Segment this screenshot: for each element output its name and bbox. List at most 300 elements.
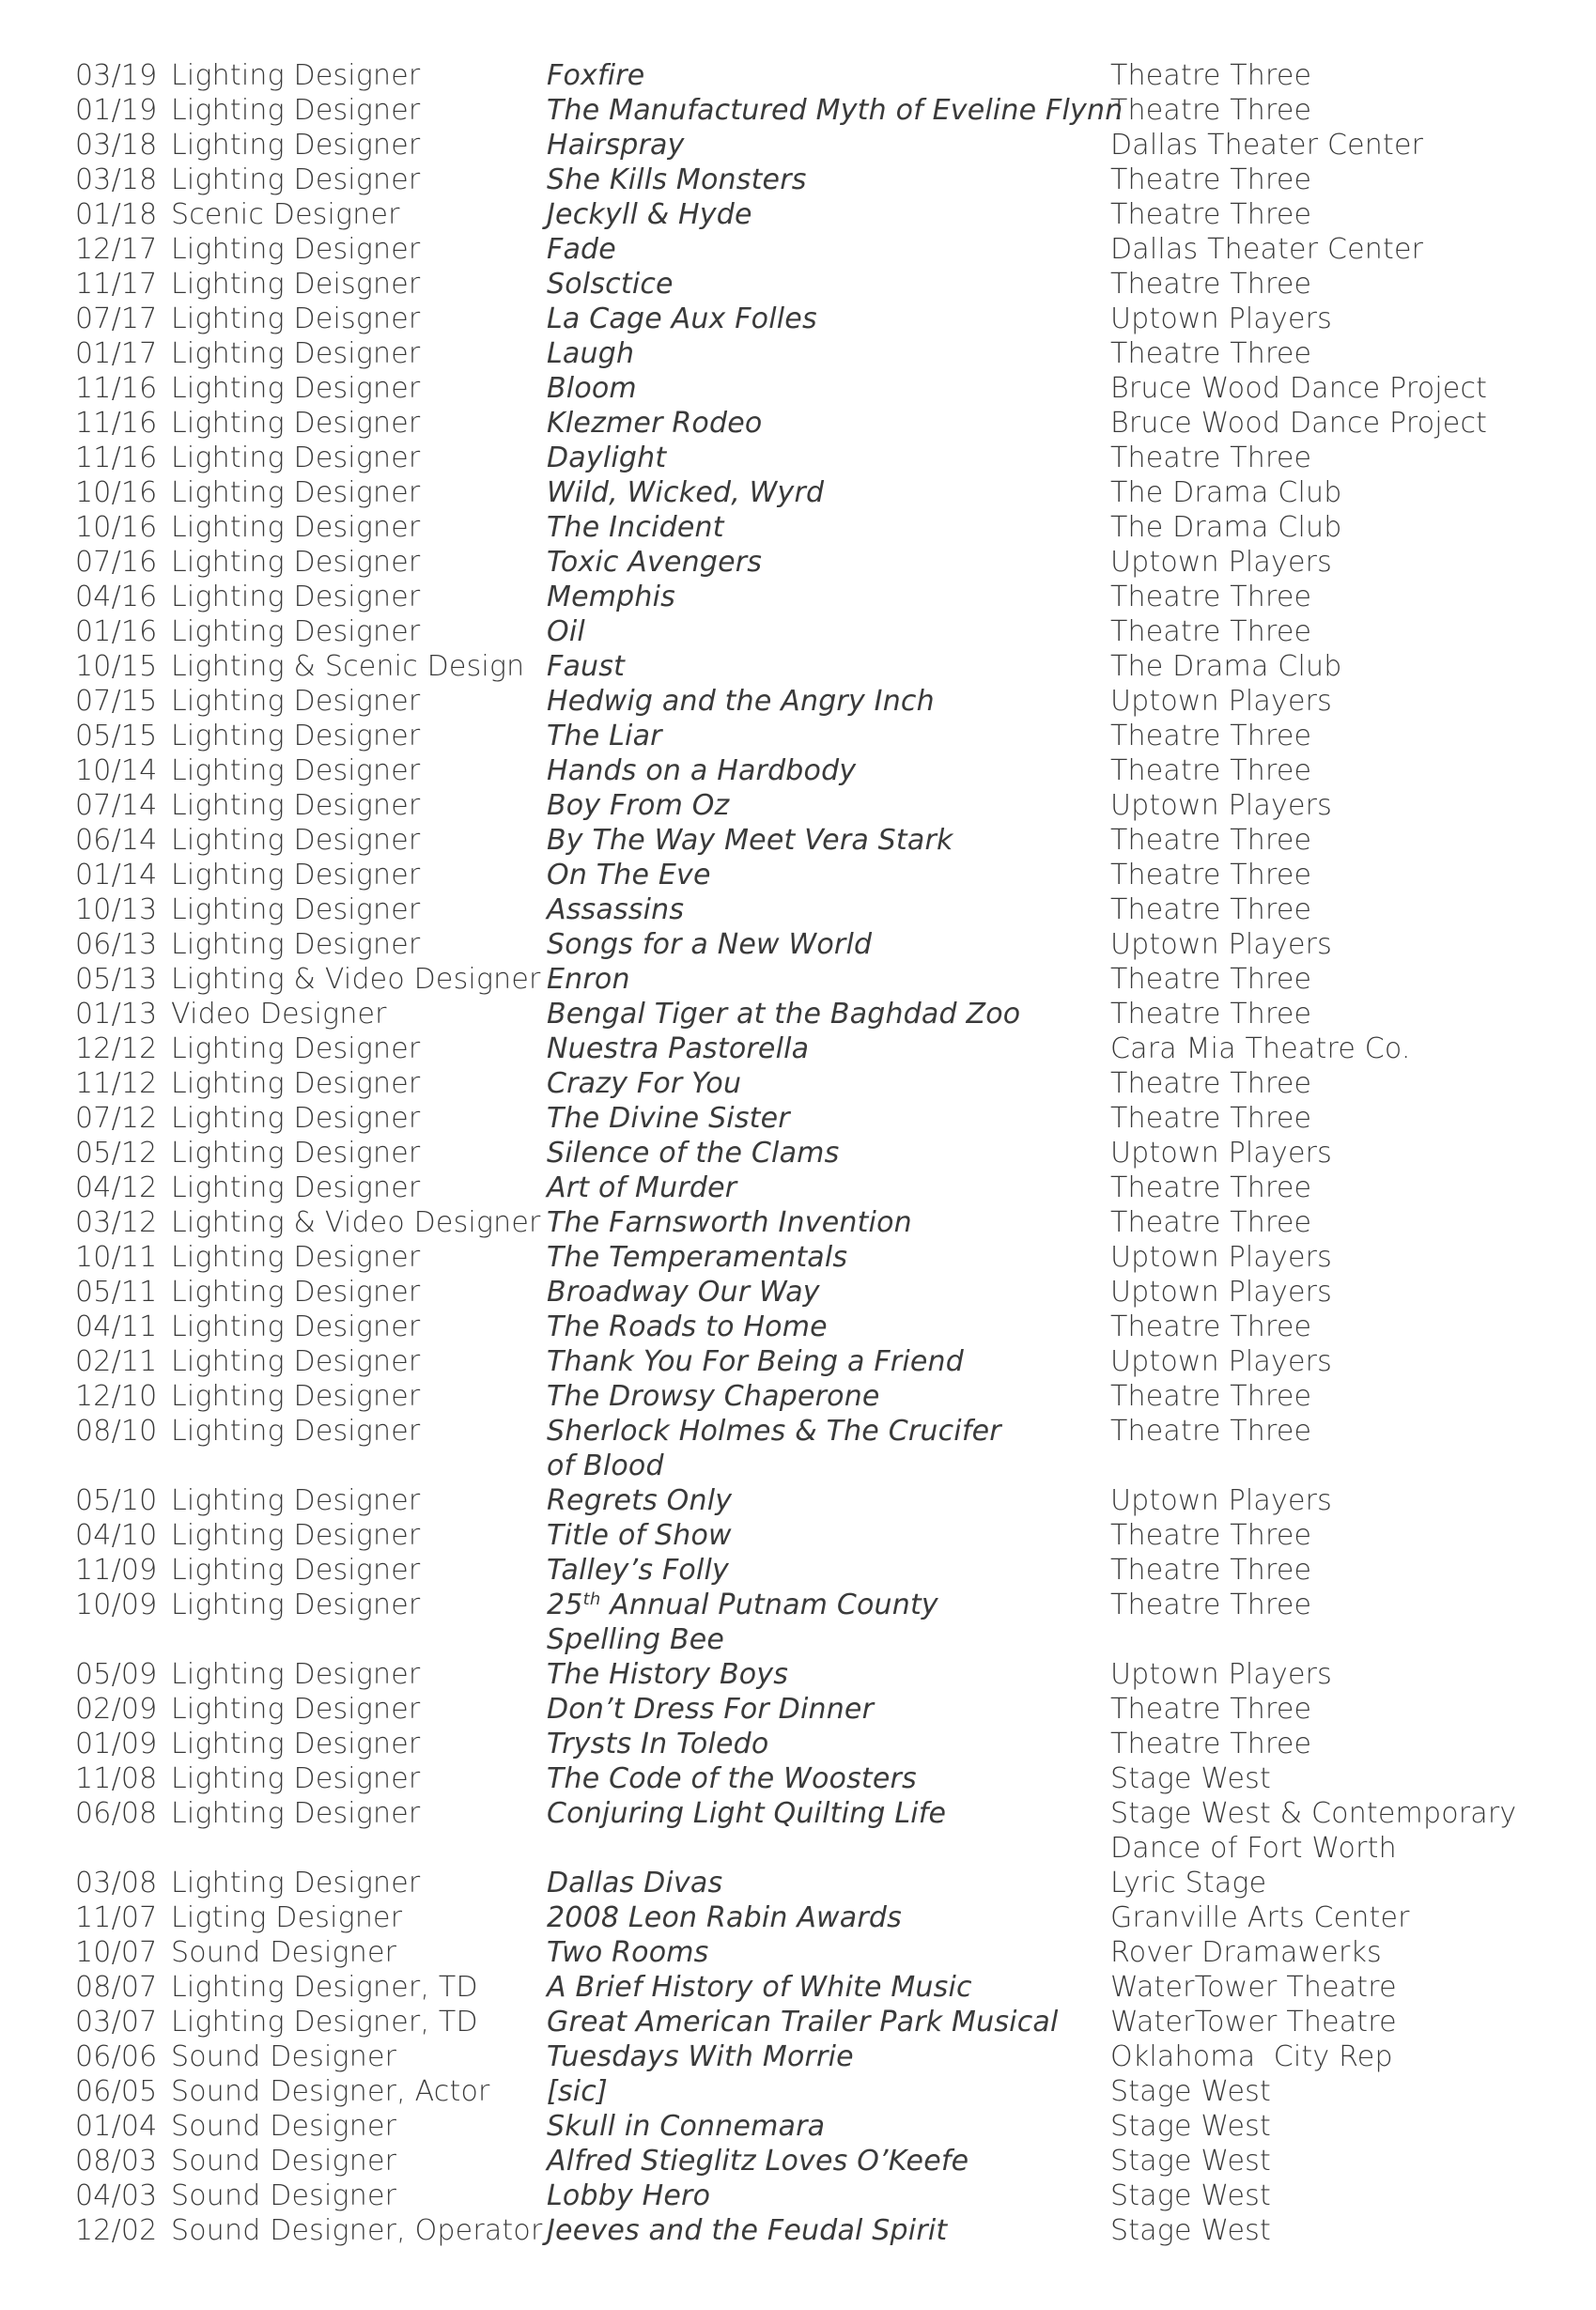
entry-company bbox=[1110, 2109, 1541, 2144]
production-entry bbox=[75, 441, 1541, 475]
production-entry bbox=[75, 1518, 1541, 1553]
production-entry bbox=[75, 545, 1541, 580]
entry-date: 10/13 bbox=[75, 893, 158, 926]
production-title-text: Annual Putnam County bbox=[600, 1589, 938, 1621]
company-line: The Drama Club bbox=[1110, 650, 1342, 683]
entry-role: Lighting Designer bbox=[171, 581, 421, 613]
entry-role: Lighting Designer bbox=[171, 720, 421, 752]
production-entry bbox=[75, 2039, 1541, 2074]
production-entry bbox=[75, 1344, 1541, 1379]
entry-production-title bbox=[547, 1205, 1110, 1240]
entry-production-title bbox=[547, 649, 1110, 684]
entry-date: 08/10 bbox=[75, 1415, 158, 1448]
production-title-line: [sic] bbox=[547, 2075, 608, 2108]
production-entry bbox=[75, 232, 1541, 267]
entry-company bbox=[1110, 892, 1541, 927]
production-title-line: Fade bbox=[547, 233, 616, 266]
entry-company bbox=[1110, 1379, 1541, 1414]
production-title-line: Bengal Tiger at the Baghdad Zoo bbox=[547, 998, 1021, 1031]
entry-role: Lighting Designer bbox=[171, 1067, 421, 1100]
company-line: The Drama Club bbox=[1110, 511, 1342, 544]
entry-date: 01/13 bbox=[75, 998, 158, 1031]
company-line: Theatre Three bbox=[1110, 581, 1312, 613]
company-line: Theatre Three bbox=[1110, 1728, 1312, 1760]
entry-company bbox=[1110, 1414, 1541, 1449]
entry-date: 04/16 bbox=[75, 581, 158, 613]
production-entry bbox=[75, 1970, 1541, 2005]
production-entry bbox=[75, 1900, 1541, 1935]
production-title-line: Toxic Avengers bbox=[547, 546, 763, 579]
production-title-line: The Incident bbox=[547, 511, 724, 544]
entry-role: Lighting Designer bbox=[171, 1554, 421, 1587]
entry-production-title bbox=[547, 163, 1110, 197]
entry-role: Lighting Designer bbox=[171, 1171, 421, 1204]
production-title-line: The Drowsy Chaperone bbox=[547, 1380, 880, 1413]
entry-company bbox=[1110, 580, 1541, 614]
company-line: Dallas Theater Center bbox=[1110, 233, 1424, 266]
entry-production-title bbox=[547, 510, 1110, 545]
entry-production-title bbox=[547, 1136, 1110, 1171]
company-line: Uptown Players bbox=[1110, 1658, 1332, 1691]
entry-company bbox=[1110, 788, 1541, 823]
production-title-line: Jeckyll & Hyde bbox=[547, 198, 752, 231]
production-entry bbox=[75, 858, 1541, 892]
entry-date: 07/16 bbox=[75, 546, 158, 579]
company-line: Theatre Three bbox=[1110, 198, 1312, 231]
entry-role: Lighting Designer bbox=[171, 1484, 421, 1517]
production-entry bbox=[75, 336, 1541, 371]
entry-company bbox=[1110, 441, 1541, 475]
production-title-line: Alfred Stieglitz Loves O’Keefe bbox=[547, 2145, 969, 2178]
entry-production-title bbox=[547, 1588, 1110, 1657]
entry-date: 08/07 bbox=[75, 1971, 158, 2004]
production-entry bbox=[75, 1553, 1541, 1588]
entry-production-title bbox=[547, 1866, 1110, 1900]
entry-date: 03/19 bbox=[75, 59, 158, 92]
entry-production-title bbox=[547, 267, 1110, 302]
entry-company bbox=[1110, 649, 1541, 684]
entry-company bbox=[1110, 406, 1541, 441]
entry-production-title bbox=[547, 1657, 1110, 1692]
entry-production-title bbox=[547, 858, 1110, 892]
entry-production-title bbox=[547, 1066, 1110, 1101]
entry-date: 05/11 bbox=[75, 1276, 158, 1309]
entry-company bbox=[1110, 1588, 1541, 1622]
company-line: Theatre Three bbox=[1110, 998, 1312, 1031]
entry-date: 07/15 bbox=[75, 685, 158, 718]
company-line: Uptown Players bbox=[1110, 1345, 1332, 1378]
entry-role: Sound Designer, Actor bbox=[171, 2075, 490, 2108]
production-title-line: Skull in Connemara bbox=[547, 2110, 826, 2143]
entry-date: 01/19 bbox=[75, 94, 158, 127]
company-line: Stage West bbox=[1110, 2145, 1271, 2178]
production-title-line: Faust bbox=[547, 650, 626, 683]
company-line: Theatre Three bbox=[1110, 94, 1312, 127]
entry-role: Lighting Designer bbox=[171, 1693, 421, 1726]
production-title-line: Dallas Divas bbox=[547, 1867, 723, 1899]
entry-production-title bbox=[547, 1310, 1110, 1344]
entry-production-title bbox=[547, 2074, 1110, 2109]
company-line: Dallas Theater Center bbox=[1110, 129, 1424, 162]
entry-company bbox=[1110, 475, 1541, 510]
entry-role: Lighting Designer bbox=[171, 163, 421, 196]
entry-company bbox=[1110, 128, 1541, 163]
entry-role: Sound Designer bbox=[171, 2145, 397, 2178]
entry-company bbox=[1110, 1171, 1541, 1205]
entry-date: 10/14 bbox=[75, 754, 158, 787]
entry-production-title bbox=[547, 1761, 1110, 1796]
entry-date: 10/16 bbox=[75, 476, 158, 509]
entry-company bbox=[1110, 1657, 1541, 1692]
production-title-line: Trysts In Toledo bbox=[547, 1728, 769, 1760]
entry-production-title bbox=[547, 2005, 1110, 2039]
company-line: Theatre Three bbox=[1110, 163, 1312, 196]
entry-date: 11/09 bbox=[75, 1554, 158, 1587]
production-entry bbox=[75, 1031, 1541, 1066]
production-entry bbox=[75, 475, 1541, 510]
entry-role: Lighting Designer bbox=[171, 1241, 421, 1274]
entry-company bbox=[1110, 163, 1541, 197]
entry-company bbox=[1110, 1101, 1541, 1136]
production-entry bbox=[75, 997, 1541, 1031]
entry-date: 01/16 bbox=[75, 615, 158, 648]
production-entry bbox=[75, 58, 1541, 93]
entry-company bbox=[1110, 336, 1541, 371]
entry-role: Lighting Designer bbox=[171, 859, 421, 891]
entry-role: Lighting Designer bbox=[171, 789, 421, 822]
entry-date: 06/08 bbox=[75, 1797, 158, 1830]
company-line: Stage West bbox=[1110, 2110, 1271, 2143]
entry-company bbox=[1110, 93, 1541, 128]
production-title-line: of Blood bbox=[547, 1450, 664, 1482]
entry-production-title bbox=[547, 128, 1110, 163]
production-entry bbox=[75, 2005, 1541, 2039]
entry-production-title bbox=[547, 1101, 1110, 1136]
company-line: Granville Arts Center bbox=[1110, 1901, 1410, 1934]
production-title-line: Hairspray bbox=[547, 129, 685, 162]
entry-date: 05/10 bbox=[75, 1484, 158, 1517]
entry-production-title bbox=[547, 336, 1110, 371]
entry-role: Lighting Designer bbox=[171, 1797, 421, 1830]
production-title-line: Wild, Wicked, Wyrd bbox=[547, 476, 825, 509]
entry-production-title bbox=[547, 1379, 1110, 1414]
entry-date: 01/17 bbox=[75, 337, 158, 370]
entry-production-title bbox=[547, 1796, 1110, 1831]
entry-role: Lighting Designer bbox=[171, 129, 421, 162]
entry-date: 03/18 bbox=[75, 163, 158, 196]
entry-company bbox=[1110, 1935, 1541, 1970]
production-entry bbox=[75, 614, 1541, 649]
company-line: Theatre Three bbox=[1110, 59, 1312, 92]
entry-role: Lighting Designer bbox=[171, 407, 421, 440]
entry-company bbox=[1110, 823, 1541, 858]
production-entry bbox=[75, 927, 1541, 962]
entry-production-title bbox=[547, 1240, 1110, 1275]
entry-date: 04/10 bbox=[75, 1519, 158, 1552]
production-entry bbox=[75, 302, 1541, 336]
production-title-line: The Farnsworth Invention bbox=[547, 1206, 912, 1239]
production-title-line: The History Boys bbox=[547, 1658, 789, 1691]
production-entry bbox=[75, 1275, 1541, 1310]
company-line: Theatre Three bbox=[1110, 1206, 1312, 1239]
entry-role: Lighting Designer bbox=[171, 372, 421, 405]
company-line: Theatre Three bbox=[1110, 1102, 1312, 1135]
entry-production-title bbox=[547, 2039, 1110, 2074]
entry-company bbox=[1110, 2144, 1541, 2178]
production-title-line: Art of Murder bbox=[547, 1171, 737, 1204]
production-title-line: Don’t Dress For Dinner bbox=[547, 1693, 875, 1726]
entry-production-title bbox=[547, 475, 1110, 510]
entry-company bbox=[1110, 997, 1541, 1031]
entry-date: 04/12 bbox=[75, 1171, 158, 1204]
production-entry bbox=[75, 962, 1541, 997]
production-entry bbox=[75, 1692, 1541, 1727]
entry-role: Ligting Designer bbox=[171, 1901, 403, 1934]
entry-date: 10/09 bbox=[75, 1589, 158, 1621]
entry-company bbox=[1110, 2074, 1541, 2109]
entry-company bbox=[1110, 753, 1541, 788]
entry-company bbox=[1110, 1727, 1541, 1761]
entry-production-title bbox=[547, 823, 1110, 858]
production-entry bbox=[75, 1483, 1541, 1518]
company-line: Theatre Three bbox=[1110, 615, 1312, 648]
production-title-line: Solsctice bbox=[547, 268, 674, 301]
production-entry bbox=[75, 1310, 1541, 1344]
production-entry bbox=[75, 823, 1541, 858]
entry-role: Sound Designer bbox=[171, 2179, 397, 2212]
company-line: Theatre Three bbox=[1110, 859, 1312, 891]
entry-role: Lighting Deisgner bbox=[171, 268, 421, 301]
company-line: Theatre Three bbox=[1110, 1380, 1312, 1413]
entry-company bbox=[1110, 510, 1541, 545]
entry-company bbox=[1110, 58, 1541, 93]
entry-company bbox=[1110, 1310, 1541, 1344]
entry-role: Lighting Designer bbox=[171, 442, 421, 474]
company-line: Theatre Three bbox=[1110, 893, 1312, 926]
entry-company bbox=[1110, 1066, 1541, 1101]
entry-role: Lighting Designer, TD bbox=[171, 2006, 478, 2039]
entry-role: Lighting Designer bbox=[171, 233, 421, 266]
entry-role: Sound Designer bbox=[171, 2040, 397, 2073]
entry-company bbox=[1110, 1900, 1541, 1935]
entry-role: Lighting Designer bbox=[171, 59, 421, 92]
production-title-line: Spelling Bee bbox=[547, 1623, 725, 1656]
entry-date: 12/02 bbox=[75, 2214, 158, 2247]
entry-production-title bbox=[547, 1483, 1110, 1518]
entry-role: Lighting Designer bbox=[171, 615, 421, 648]
production-title-line: Silence of the Clams bbox=[547, 1137, 840, 1170]
entry-company bbox=[1110, 232, 1541, 267]
production-title-line: The Divine Sister bbox=[547, 1102, 790, 1135]
entry-company bbox=[1110, 1275, 1541, 1310]
company-line: Lyric Stage bbox=[1110, 1867, 1267, 1899]
entry-role: Lighting Designer bbox=[171, 685, 421, 718]
production-title-line: Jeeves and the Feudal Spirit bbox=[547, 2214, 948, 2247]
production-title-line: Hedwig and the Angry Inch bbox=[547, 685, 935, 718]
entry-date: 05/13 bbox=[75, 963, 158, 996]
entry-production-title bbox=[547, 1518, 1110, 1553]
production-title-line: 2008 Leon Rabin Awards bbox=[547, 1901, 902, 1934]
production-entry bbox=[75, 1101, 1541, 1136]
entry-production-title bbox=[547, 545, 1110, 580]
production-entry bbox=[75, 580, 1541, 614]
entry-production-title bbox=[547, 2213, 1110, 2248]
production-entry bbox=[75, 649, 1541, 684]
entry-date: 04/03 bbox=[75, 2179, 158, 2212]
production-title-line: She Kills Monsters bbox=[547, 163, 807, 196]
production-title-line: Boy From Oz bbox=[547, 789, 730, 822]
entry-production-title bbox=[547, 441, 1110, 475]
entry-date: 12/17 bbox=[75, 233, 158, 266]
entry-company bbox=[1110, 1136, 1541, 1171]
entry-company bbox=[1110, 1970, 1541, 2005]
company-line: Theatre Three bbox=[1110, 1554, 1312, 1587]
entry-date: 05/09 bbox=[75, 1658, 158, 1691]
entry-role: Lighting Designer bbox=[171, 1137, 421, 1170]
production-title-line: Regrets Only bbox=[547, 1484, 733, 1517]
entry-company bbox=[1110, 1344, 1541, 1379]
company-line: Theatre Three bbox=[1110, 1589, 1312, 1621]
production-title-line: By The Way Meet Vera Stark bbox=[547, 824, 953, 857]
entry-role: Lighting Designer bbox=[171, 511, 421, 544]
entry-role: Lighting Deisgner bbox=[171, 302, 421, 335]
production-entry bbox=[75, 719, 1541, 753]
company-line: Stage West bbox=[1110, 2075, 1271, 2108]
production-title-line: Thank You For Being a Friend bbox=[547, 1345, 964, 1378]
entry-company bbox=[1110, 927, 1541, 962]
company-line: Theatre Three bbox=[1110, 720, 1312, 752]
entry-role: Lighting Designer bbox=[171, 1032, 421, 1065]
entry-date: 11/17 bbox=[75, 268, 158, 301]
entry-production-title bbox=[547, 614, 1110, 649]
entry-company bbox=[1110, 1205, 1541, 1240]
company-line: Theatre Three bbox=[1110, 963, 1312, 996]
entry-company bbox=[1110, 371, 1541, 406]
company-line: Bruce Wood Dance Project bbox=[1110, 372, 1488, 405]
production-title-line: Enron bbox=[547, 963, 630, 996]
company-line: Stage West & Contemporary bbox=[1110, 1797, 1517, 1830]
entry-date: 11/07 bbox=[75, 1901, 158, 1934]
production-title-line: Sherlock Holmes & The Crucifer bbox=[547, 1415, 1001, 1448]
company-line: Uptown Players bbox=[1110, 1241, 1332, 1274]
entry-date: 02/09 bbox=[75, 1693, 158, 1726]
production-entry bbox=[75, 267, 1541, 302]
company-line: Theatre Three bbox=[1110, 1693, 1312, 1726]
company-line: The Drama Club bbox=[1110, 476, 1342, 509]
entry-production-title bbox=[547, 58, 1110, 93]
production-title-line: Lobby Hero bbox=[547, 2179, 711, 2212]
entry-company bbox=[1110, 2005, 1541, 2039]
entry-production-title bbox=[547, 1900, 1110, 1935]
production-entry bbox=[75, 128, 1541, 163]
production-title-line: Bloom bbox=[547, 372, 637, 405]
production-title-line: Memphis bbox=[547, 581, 675, 613]
entry-company bbox=[1110, 1031, 1541, 1066]
production-title-line: The Liar bbox=[547, 720, 662, 752]
entry-company bbox=[1110, 1240, 1541, 1275]
production-entry bbox=[75, 371, 1541, 406]
entry-production-title bbox=[547, 1727, 1110, 1761]
production-entry bbox=[75, 1727, 1541, 1761]
entry-production-title bbox=[547, 2109, 1110, 2144]
entry-date: 06/14 bbox=[75, 824, 158, 857]
production-entry bbox=[75, 2178, 1541, 2213]
production-entry bbox=[75, 1866, 1541, 1900]
entry-company bbox=[1110, 1866, 1541, 1900]
entry-production-title bbox=[547, 1414, 1110, 1483]
entry-role: Lighting Designer bbox=[171, 1589, 421, 1621]
production-title-line: Great American Trailer Park Musical bbox=[547, 2006, 1059, 2039]
company-line: Uptown Players bbox=[1110, 1137, 1332, 1170]
entry-date: 01/14 bbox=[75, 859, 158, 891]
entry-date: 11/08 bbox=[75, 1762, 158, 1795]
entry-company bbox=[1110, 1483, 1541, 1518]
entry-role: Lighting Designer bbox=[171, 1762, 421, 1795]
entry-production-title bbox=[547, 232, 1110, 267]
production-title-line bbox=[547, 1588, 1110, 1622]
entry-company bbox=[1110, 302, 1541, 336]
entry-role: Sound Designer, Operator bbox=[171, 2214, 543, 2247]
entry-date: 10/16 bbox=[75, 511, 158, 544]
entry-production-title bbox=[547, 1031, 1110, 1066]
entry-production-title bbox=[547, 684, 1110, 719]
entry-role: Lighting Designer bbox=[171, 1658, 421, 1691]
entry-role: Lighting & Video Designer bbox=[171, 1206, 541, 1239]
company-line: Uptown Players bbox=[1110, 928, 1332, 961]
production-entry bbox=[75, 1136, 1541, 1171]
company-line: Theatre Three bbox=[1110, 754, 1312, 787]
production-entry bbox=[75, 93, 1541, 128]
entry-date: 07/14 bbox=[75, 789, 158, 822]
production-entry bbox=[75, 1414, 1541, 1483]
production-entry bbox=[75, 1205, 1541, 1240]
entry-company bbox=[1110, 719, 1541, 753]
entry-company bbox=[1110, 545, 1541, 580]
entry-date: 06/13 bbox=[75, 928, 158, 961]
entry-company bbox=[1110, 197, 1541, 232]
production-title-line: The Roads to Home bbox=[547, 1310, 828, 1343]
company-line: Stage West bbox=[1110, 2179, 1271, 2212]
entry-company bbox=[1110, 1761, 1541, 1796]
company-line: Oklahoma City Rep bbox=[1110, 2040, 1393, 2073]
entry-date: 06/06 bbox=[75, 2040, 158, 2073]
entry-date: 06/05 bbox=[75, 2075, 158, 2108]
entry-date: 05/12 bbox=[75, 1137, 158, 1170]
entry-role: Lighting & Scenic Design bbox=[171, 650, 525, 683]
company-line: Stage West bbox=[1110, 1762, 1271, 1795]
entry-date: 03/07 bbox=[75, 2006, 158, 2039]
company-line: Theatre Three bbox=[1110, 1415, 1312, 1448]
production-title-line: The Temperamentals bbox=[547, 1241, 848, 1274]
production-title-line: Crazy For You bbox=[547, 1067, 742, 1100]
production-entry bbox=[75, 163, 1541, 197]
company-line: Theatre Three bbox=[1110, 337, 1312, 370]
production-history-list bbox=[75, 58, 1541, 2248]
entry-role: Lighting & Video Designer bbox=[171, 963, 541, 996]
production-title-line: Two Rooms bbox=[547, 1936, 709, 1969]
production-entry bbox=[75, 1240, 1541, 1275]
production-entry bbox=[75, 684, 1541, 719]
entry-production-title bbox=[547, 719, 1110, 753]
production-title-line: Hands on a Hardbody bbox=[547, 754, 857, 787]
production-title-number: 25 bbox=[547, 1589, 583, 1621]
company-line: Rover Dramawerks bbox=[1110, 1936, 1382, 1969]
entry-role: Lighting Designer bbox=[171, 1345, 421, 1378]
entry-role: Lighting Designer bbox=[171, 337, 421, 370]
entry-role: Lighting Designer bbox=[171, 546, 421, 579]
company-line: WaterTower Theatre bbox=[1110, 1971, 1397, 2004]
production-entry bbox=[75, 1588, 1541, 1657]
